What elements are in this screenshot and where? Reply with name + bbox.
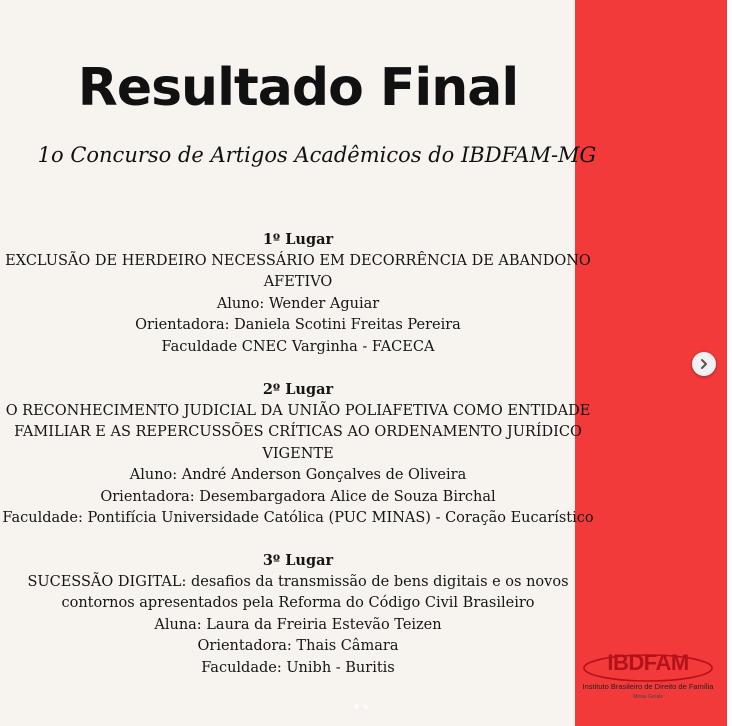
advisor-name: Orientadora: Thais Câmara [197,638,399,654]
ibdfam-logo [578,646,724,716]
logo-region: Minas Gerais [633,694,663,700]
advisor-name: Orientadora: Desembargadora Alice de Souza Birchal [100,488,496,505]
faculty-name: Faculdade: Pontifícia Universidade Católica (PUC MINAS) - Coração Eucarístico [2,510,594,526]
article-title-line: contornos apresentados pela Reforma do Código Civil Brasileiro [61,595,535,611]
place-label: 2º Lugar [262,381,334,398]
article-title-line: AFETIVO [263,274,333,290]
carousel-dots [354,704,368,709]
faculty-name: Faculdade CNEC Varginha - FACECA [161,338,435,355]
carousel-next-button[interactable] [692,352,716,376]
student-name: Aluno: Wender Aguiar [216,295,380,312]
result-second-place [0,379,596,530]
result-first-place [0,229,596,358]
faculty-name: Faculdade: Unibh - Buritis [201,659,395,676]
student-name: Aluna: Laura da Freiria Estevão Teizen [154,616,442,633]
carousel-dot[interactable] [354,704,359,709]
article-title-line: SUCESSÃO DIGITAL: desafios da transmissão de bens digitais e os novos [27,573,569,590]
article-title-line: EXCLUSÃO DE HERDEIRO NECESSÁRIO EM DECORRÊNCIA DE ABANDONO [5,252,591,269]
page-subtitle: 1o Concurso de Artigos Acadêmicos do IBDFAM-MG [37,143,597,167]
place-label: 1º Lugar [262,231,334,248]
page-title: Resultado Final [77,58,519,118]
page-edge [727,0,732,726]
logo-subtitle: Instituto Brasileiro de Direito de Família [582,682,714,691]
logo-wordmark: IBDFAM [607,650,689,675]
article-title-line: FAMILIAR E AS REPERCUSSÕES CRÍTICAS AO ORDENAMENTO JURÍDICO [14,424,582,440]
chevron-right-icon [698,358,710,370]
place-label: 3º Lugar [262,552,334,569]
student-name: Aluno: André Anderson Gonçalves de Oliveira [129,467,467,483]
advisor-name: Orientadora: Daniela Scotini Freitas Pereira [135,317,461,333]
result-third-place [0,550,596,679]
article-title-line: VIGENTE [262,445,334,462]
carousel-dot[interactable] [363,704,368,709]
article-title-line: O RECONHECIMENTO JUDICIAL DA UNIÃO POLIAFETIVA COMO ENTIDADE [5,402,591,419]
